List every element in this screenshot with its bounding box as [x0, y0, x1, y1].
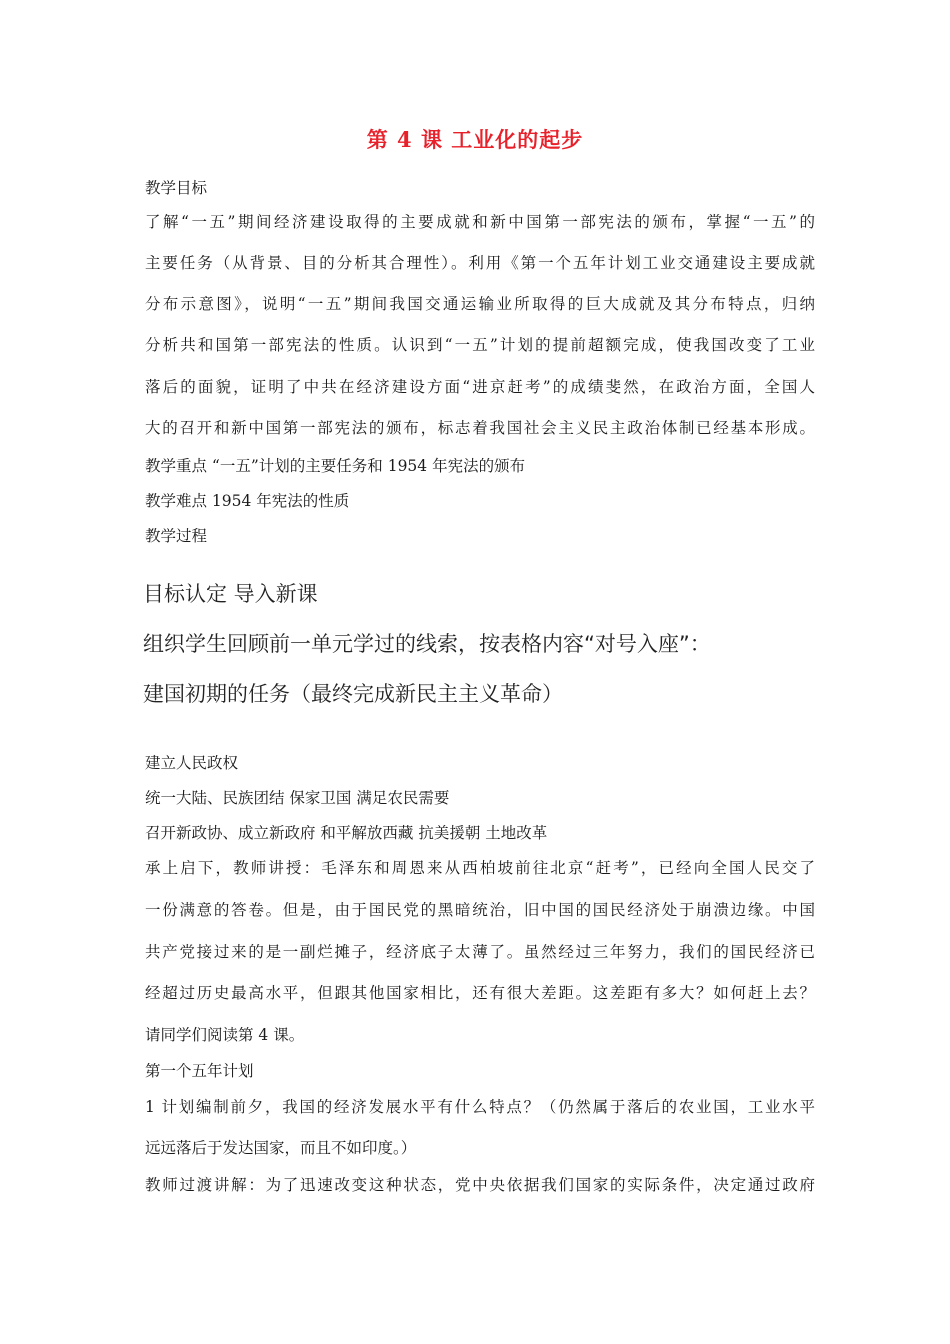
heading-instruction: 组织学生回顾前一单元学过的线索，按表格内容“对号入座”：: [143, 632, 711, 656]
heading-intro: 目标认定 导入新课: [143, 582, 318, 606]
section-label-objectives: 教学目标: [145, 179, 208, 197]
task-line: 建立人民政权: [145, 754, 239, 772]
lesson-title: 第 4 课 工业化的起步: [366, 127, 584, 152]
task-line: 统一大陆、民族团结 保家卫国 满足农民需要: [145, 789, 450, 807]
paragraph-line: 共产党接过来的是一副烂摊子，经济底子太薄了。虽然经过三年努力，我们的国民经济已: [145, 943, 815, 961]
paragraph-line: 主要任务（从背景、目的分析其合理性）。利用《第一个五年计划工业交通建设主要成就: [145, 254, 815, 272]
key-points-line: 教学重点 “一五”计划的主要任务和 1954 年宪法的颁布: [145, 457, 526, 475]
paragraph-line: 教师过渡讲解：为了迅速改变这种状态，党中央依据我们国家的实际条件，决定通过政府: [145, 1176, 815, 1194]
section-label-process: 教学过程: [145, 527, 208, 545]
paragraph-line: 落后的面貌，证明了中共在经济建设方面“进京赶考”的成绩斐然，在政治方面，全国人: [145, 378, 815, 396]
section-label-five-year-plan: 第一个五年计划: [145, 1062, 254, 1080]
paragraph-line: 一份满意的答卷。但是，由于国民党的黑暗统治，旧中国的国民经济处于崩溃边缘。中国: [145, 901, 815, 919]
paragraph-line: 大的召开和新中国第一部宪法的颁布，标志着我国社会主义民主政治体制已经基本形成。: [145, 419, 815, 437]
paragraph-line: 了解“一五”期间经济建设取得的主要成就和新中国第一部宪法的颁布，掌握“一五”的: [145, 213, 815, 231]
question-line: 1 计划编制前夕，我国的经济发展水平有什么特点？（仍然属于落后的农业国，工业水平: [145, 1098, 815, 1116]
paragraph-line: 分析共和国第一部宪法的性质。认识到“一五”计划的提前超额完成，使我国改变了工业: [145, 336, 815, 354]
question-line: 远远落后于发达国家，而且不如印度。）: [145, 1139, 417, 1157]
difficulty-line: 教学难点 1954 年宪法的性质: [145, 492, 350, 510]
heading-tasks: 建国初期的任务（最终完成新民主主义革命）: [143, 682, 563, 706]
task-line: 召开新政协、成立新政府 和平解放西藏 抗美援朝 土地改革: [145, 824, 548, 842]
paragraph-line: 请同学们阅读第 4 课。: [145, 1026, 305, 1044]
paragraph-line: 经超过历史最高水平，但跟其他国家相比，还有很大差距。这差距有多大？如何赶上去？: [145, 984, 815, 1002]
paragraph-line: 分布示意图》，说明“一五”期间我国交通运输业所取得的巨大成就及其分布特点，归纳: [145, 295, 815, 313]
paragraph-line: 承上启下，教师讲授：毛泽东和周恩来从西柏坡前往北京“赶考”，已经向全国人民交了: [145, 859, 815, 877]
